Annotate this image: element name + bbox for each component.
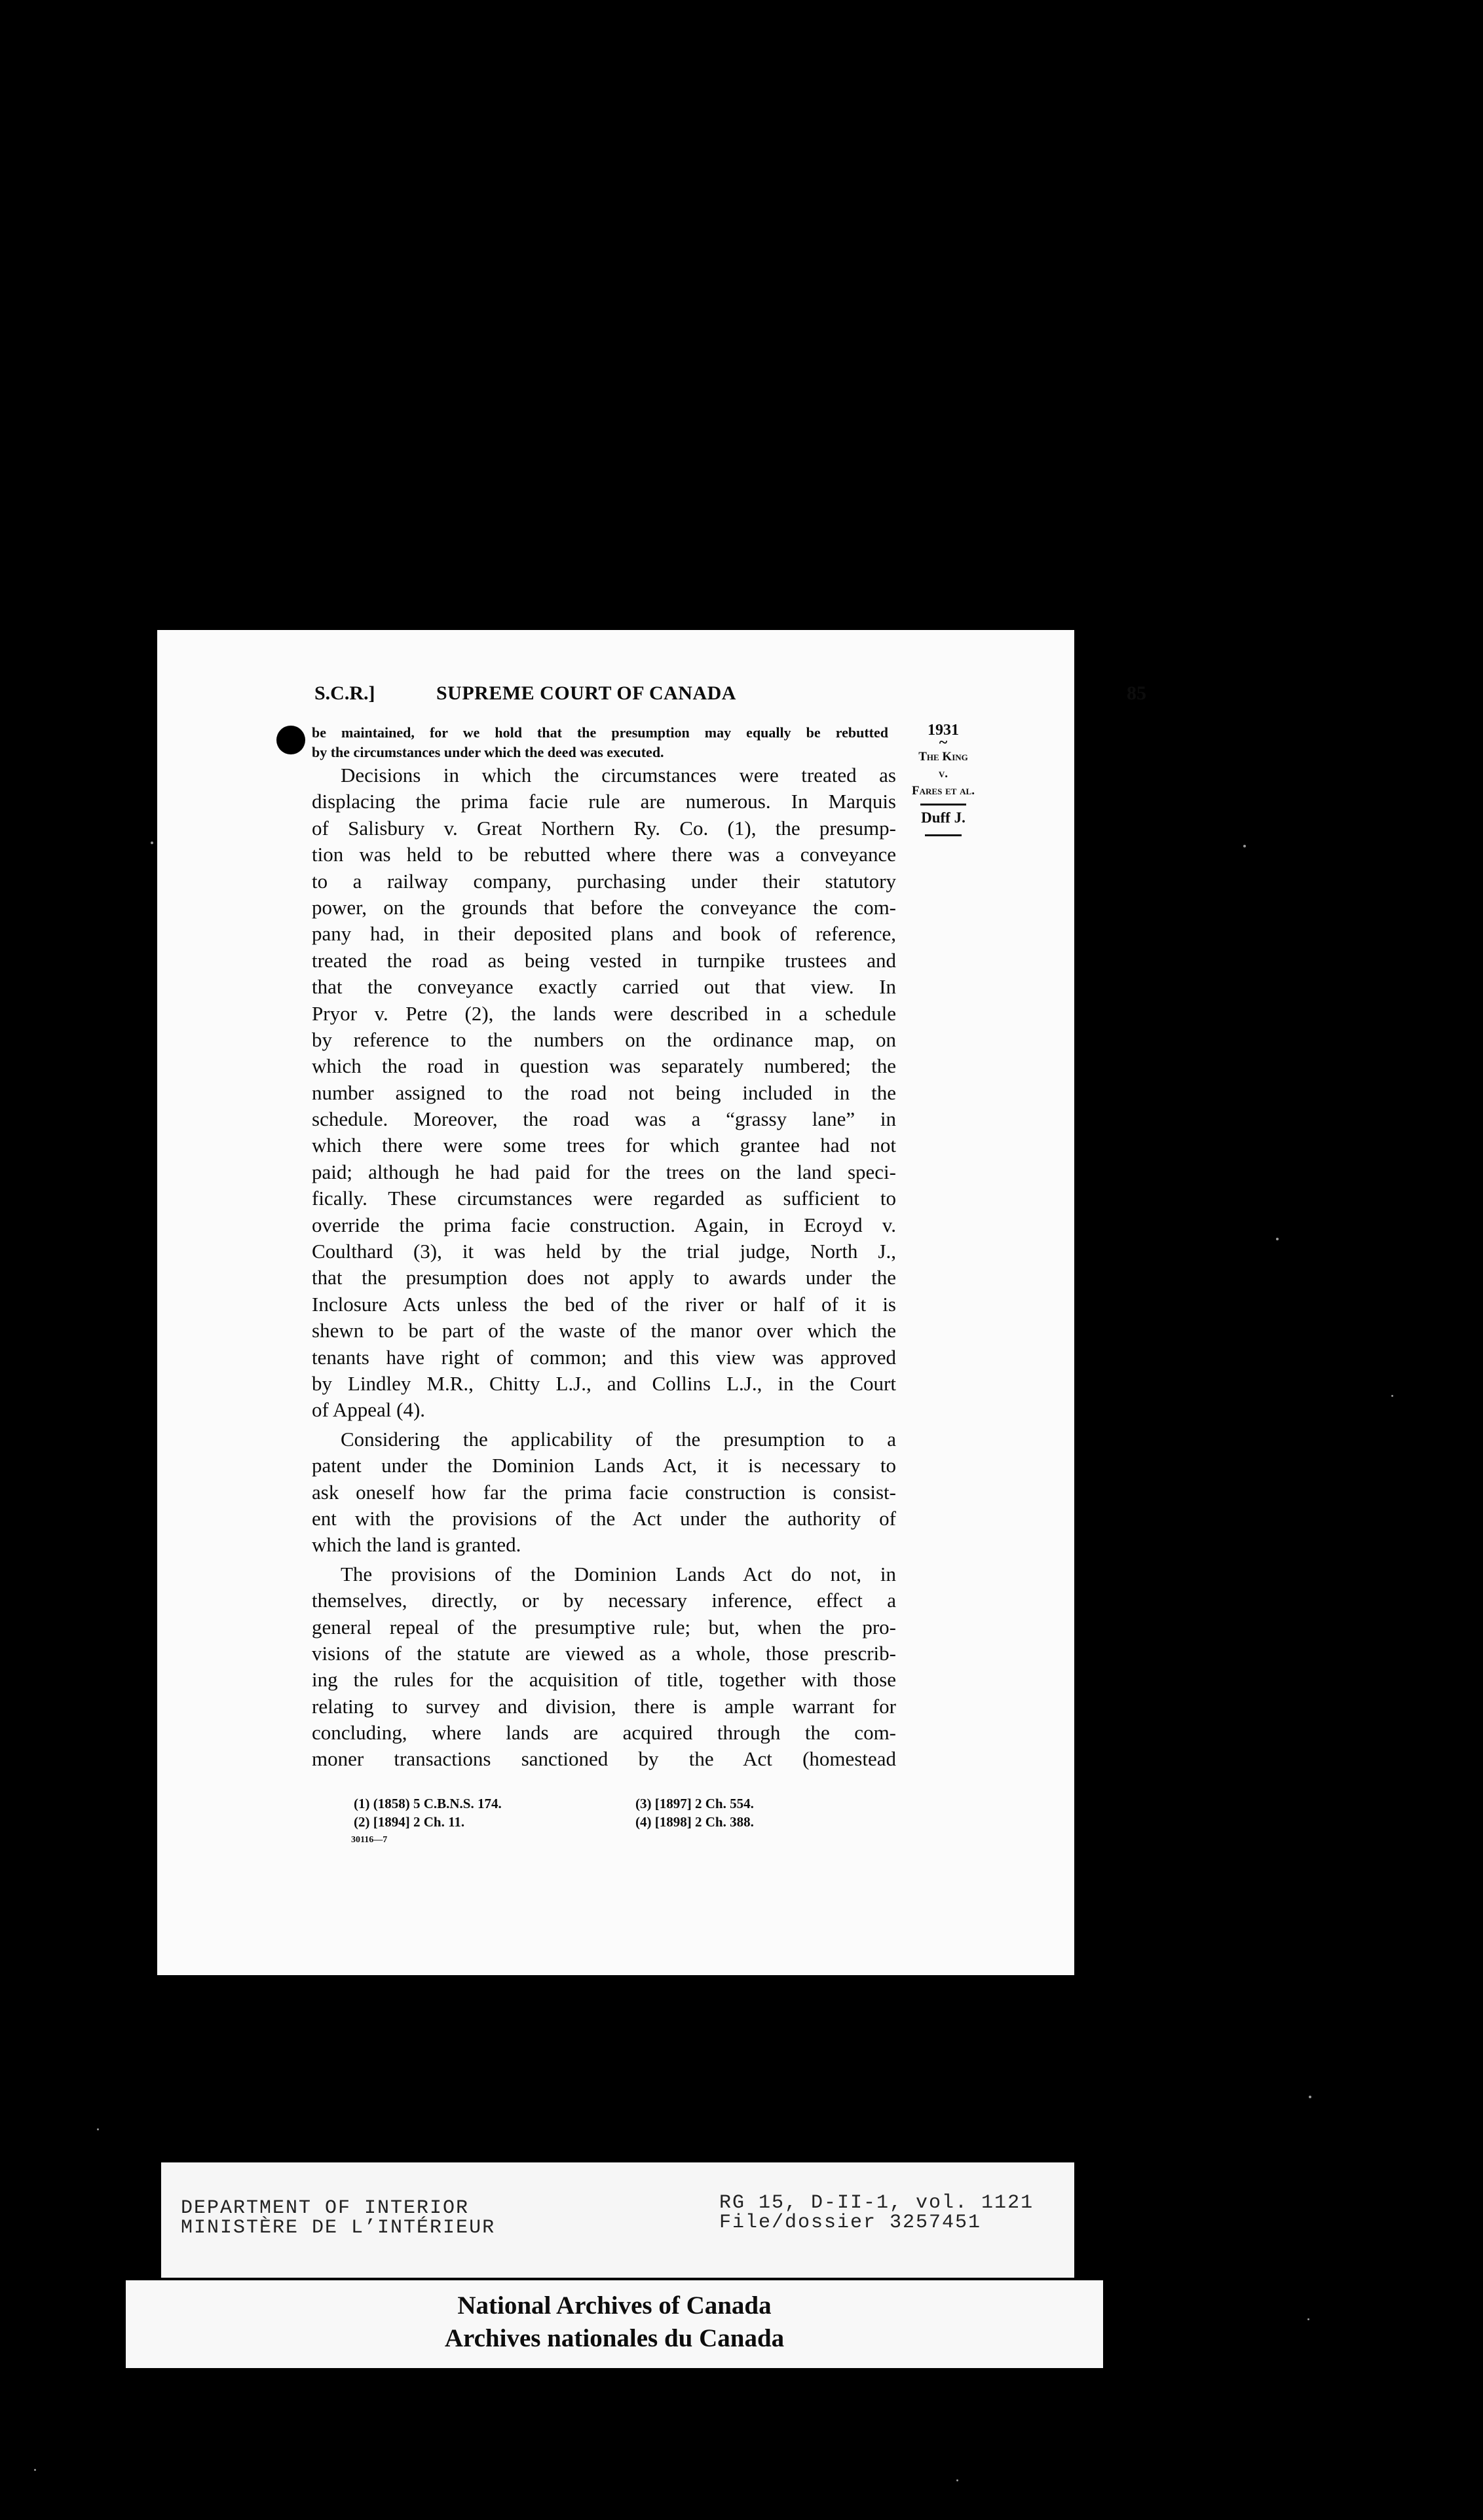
scan-speck (1243, 845, 1246, 847)
body-text-line: displacing the prima facie rule are numerous. In Marquis (312, 790, 896, 813)
archives-name-en: National Archives of Canada (457, 2291, 772, 2320)
body-text-line: by reference to the numbers on the ordinance map, on (312, 1028, 896, 1051)
scan-speck (151, 842, 153, 844)
body-text-line: fically. These circumstances were regarded as sufficient to (312, 1187, 896, 1210)
margin-case-parties (904, 749, 983, 800)
record-group-reference: RG 15, D-II-1, vol. 1121 (719, 2192, 1034, 2214)
scan-speck (1309, 2096, 1311, 2098)
body-text-line: which there were some trees for which grantee had not (312, 1134, 896, 1157)
body-text-line: visions of the statute are viewed as a whole, those prescrib- (312, 1641, 896, 1665)
margin-tilde: ~ (939, 734, 948, 751)
body-text-line: that the presumption does not apply to awards under the (312, 1266, 896, 1289)
page-number: 85 (1127, 682, 1146, 704)
body-text-line: Pryor v. Petre (2), the lands were described in a schedule (312, 1001, 896, 1025)
archives-name-fr: Archives nationales du Canada (444, 2324, 785, 2352)
department-label (161, 2162, 1074, 2278)
body-text-line: patent under the Dominion Lands Act, it is necessary to (312, 1454, 896, 1477)
body-text-line: override the prima facie construction. Again, in Ecroyd v. (312, 1213, 896, 1236)
margin-judge: Duff J. (921, 809, 966, 826)
body-text-line: to a railway company, purchasing under their statutory (312, 869, 896, 893)
margin-party-1: The King (918, 750, 968, 764)
scanned-book-page (157, 630, 1146, 1975)
margin-divider (925, 834, 962, 836)
carryover-line: by the circumstances under which the deed was executed. (312, 744, 664, 760)
body-text-line: ing the rules for the acquisition of title, together with those (312, 1668, 896, 1692)
body-text-line: Coulthard (3), it was held by the trial judge, North J., (312, 1240, 896, 1263)
printer-mark: 30116—7 (351, 1835, 388, 1845)
department-name-fr: MINISTÈRE DE L’INTÉRIEUR (181, 2217, 496, 2239)
body-text-line: paid; although he had paid for the trees on the land speci- (312, 1160, 896, 1183)
body-text-line: treated the road as being vested in turnpike trustees and (312, 948, 896, 972)
body-text-line: of Salisbury v. Great Northern Ry. Co. (1), the presump- (312, 816, 896, 840)
file-reference: File/dossier 3257451 (719, 2212, 982, 2234)
scan-speck (34, 2469, 36, 2471)
quoted-carryover-text (312, 723, 888, 762)
body-text-line: which the land is granted. (312, 1533, 521, 1557)
archives-banner (126, 2280, 1103, 2368)
body-text-line: moner transactions sanctioned by the Act (homestead (312, 1747, 896, 1771)
margin-party-2: Fares et al. (912, 784, 975, 798)
body-text-line: that the conveyance exactly carried out that view. In (312, 975, 896, 999)
carryover-line: be maintained, for we hold that the presumption may equally be rebutted (312, 724, 888, 741)
body-text-line: Inclosure Acts unless the bed of the river or half of it is (312, 1292, 896, 1316)
scan-speck (97, 2128, 99, 2130)
scan-speck (956, 2479, 958, 2481)
body-text-line: concluding, where lands are acquired through the com- (312, 1721, 896, 1745)
margin-versus: v. (938, 767, 948, 781)
running-header (314, 682, 1146, 713)
margin-year: 1931 (928, 722, 959, 739)
body-text-line: The provisions of the Dominion Lands Act do not, in (341, 1562, 896, 1585)
margin-note (904, 722, 983, 836)
body-text-line: of Appeal (4). (312, 1398, 426, 1422)
scan-speck (1391, 1395, 1393, 1397)
margin-divider (920, 804, 966, 806)
body-text-line: Considering the applicability of the presumption to a (341, 1427, 896, 1451)
body-text-line: number assigned to the road not being included in the (312, 1081, 896, 1104)
footnote: (1) (1858) 5 C.B.N.S. 174. (354, 1796, 502, 1811)
body-text-line: by Lindley M.R., Chitty L.J., and Collins L.J., in the Court (312, 1371, 896, 1395)
body-text-line: pany had, in their deposited plans and book of reference, (312, 922, 896, 946)
body-text-line: tion was held to be rebutted where there was a conveyance (312, 843, 896, 866)
scan-speck (1276, 1238, 1279, 1240)
body-text-line: schedule. Moreover, the road was a “grassy lane” in (312, 1107, 896, 1131)
body-text-line: tenants have right of common; and this view was approved (312, 1345, 896, 1369)
body-text (312, 762, 896, 1773)
body-text-line: themselves, directly, or by necessary inference, effect a (312, 1589, 896, 1612)
department-name-en: DEPARTMENT OF INTERIOR (181, 2197, 470, 2219)
body-text-line: power, on the grounds that before the conveyance the com- (312, 895, 896, 919)
body-text-line: shewn to be part of the waste of the manor over which the (312, 1319, 896, 1343)
report-abbreviation: S.C.R.] (314, 682, 375, 704)
body-text-line: ask oneself how far the prima facie construction is consist- (312, 1480, 896, 1504)
ink-blot (276, 726, 305, 754)
body-text-line: relating to survey and division, there is ample warrant for (312, 1694, 896, 1718)
body-text-line: which the road in question was separately numbered; the (312, 1054, 896, 1078)
scan-speck (1307, 2318, 1309, 2320)
footnote: (2) [1894] 2 Ch. 11. (354, 1814, 465, 1830)
court-title: SUPREME COURT OF CANADA (436, 682, 736, 704)
body-text-line: Decisions in which the circumstances were treated as (341, 764, 896, 787)
footnote: (4) [1898] 2 Ch. 388. (635, 1814, 754, 1830)
body-text-line: ent with the provisions of the Act under the authority of (312, 1506, 896, 1530)
body-text-line: general repeal of the presumptive rule; but, when the pro- (312, 1615, 896, 1639)
footnote: (3) [1897] 2 Ch. 554. (635, 1796, 754, 1811)
